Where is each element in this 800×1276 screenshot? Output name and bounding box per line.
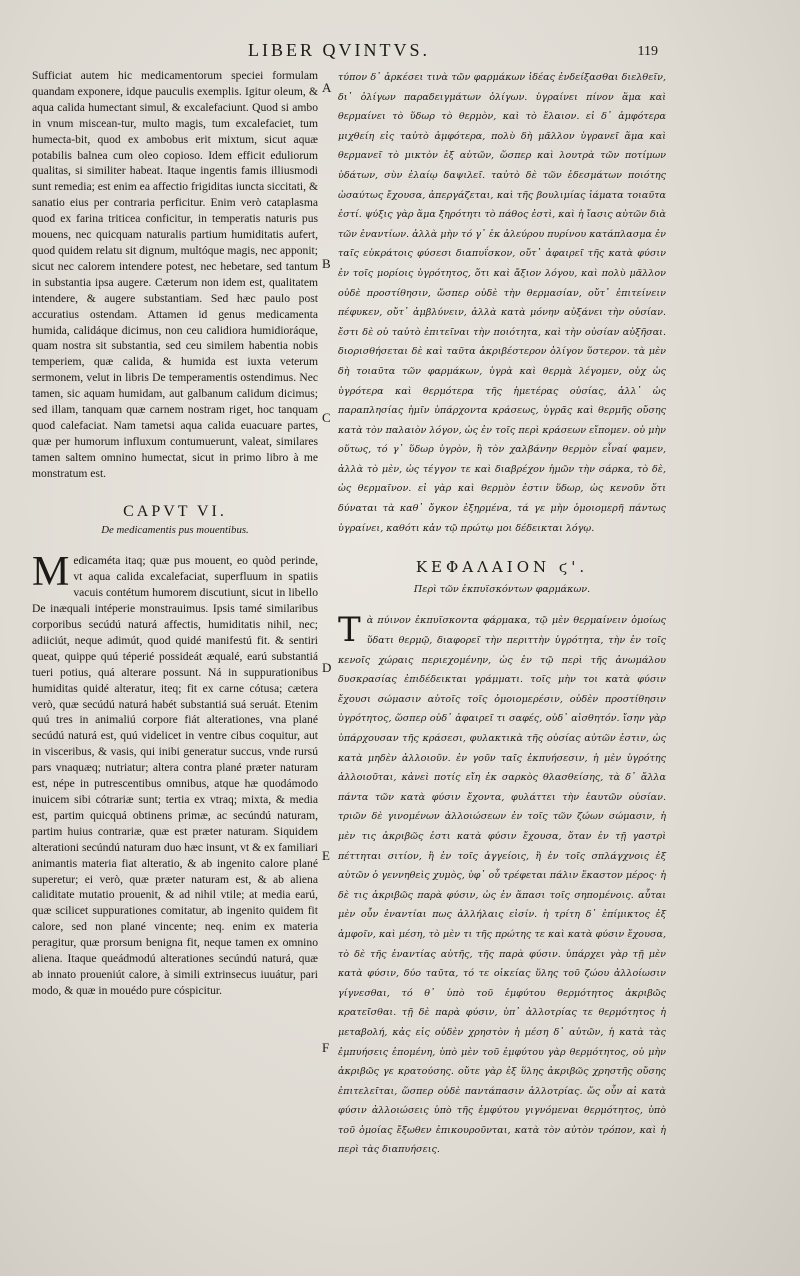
margin-letter-f: F <box>322 1040 330 1055</box>
latin-paragraph-1: Sufficiat autem hic medicamentorum speciei formulam quandam exponere, idque pauculis exemplis. Igitur oleum, & aqua calida humectant simul, & excalefaciunt. Quod si ambo in vnum miscean-tur, multo magis, tum excalefaciet, tum humecta-bit, quod ex ambobus erit mixtum, sicut aquæ potabilis balnea cum oleo copioso. Idem efficit eduliorum qualitas, si similiter habeat. Itaque ingentis famis illiusmodi sunt remedia; est enim ea affectio frigiditas iuncta siccitati, & sanatio eius per contraria perficitur. Enim verò cataplasma quod ex farina triticea conficitur, in temperatis naturis pus mouens, nec quicquam naturalis partium humiditatis aufert, quod quidem relatu sit dignum, multóque magis, nec apponit; sicut nec calorem intendere potest, nec hebetare, sed tantum in substantia ipsa augere. Cæterum non idem est, qualitatem intendere, & augere substantiam. Sed hæc paulo post accuratius ostendam. Attamen id genus medicamenta humida, calidáque dicimus, non ceu calidiora humidioráque, quam nostra sit substantia, sed ceu similem habentia nobis temperiem, quæ calida, & humida est iuxta veterum sermonem, velut in libris De temperamentis ostendimus. Nec tamen, sic aquam humidam, aut galbanum calidum dicimus; sed illam, tanquam quæ carnem nostram riget, hoc tanquam quod calefaciat. Nam tametsi aqua calida euacuare partes, quæ per humorum influxum contumuerunt, valeat, similares tamen saltem omnino humectat, sicut in primo libro à me monstratum est. <box>32 69 318 480</box>
margin-letter-d: D <box>322 660 332 675</box>
running-head <box>0 40 800 66</box>
greek-paragraph-1: τύπον δ᾽ ἀρκέσει τινὰ τῶν φαρμάκων ἰδέας ἐνδείξασθαι διελθεῖν, δι᾽ ὀλίγων παραδειγμάτων ὀλίγων. ὑγραίνει πίνον ἅμα καὶ θερμαίνει τὸ ὕδωρ τὸ θερμὸν, καὶ τὸ ἔλαιον. εἰ δ᾽ ἀμφότερα μιχθείη εἰς ταὐτὸ ἀμφότερα, πολὺ δὴ μᾶλλον ὑγρανεῖ ἅμα καὶ θερμανεῖ τὸ μικτὸν ἐξ αὐτῶν, ὥσπερ καὶ λουτρὰ τῶν ποτίμων ὑδάτων, σὺν ἐλαίῳ δαψιλεῖ. ταὐτὸ δὲ τῶν ἐδεσμάτων ποιότης ὡσαύτως ἔχουσα, ἀπεργάζεται, καὶ τῆς βουλιμίας ἰάματα τοιαῦτα ἐστί. ψύξις γὰρ ἅμα ξηρότητι τὸ πάθος ἐστὶ, καὶ ἡ ἴασις αὐτῶν διὰ τῶν ἐναντίων. ἀλλὰ μὴν τό γ᾽ ἐκ ἀλεύρου πυρίνου κατάπλασμα ἐν ταῖς εὐκράτοις φύσεσι διαπυΐσκον, οὔτ᾽ ἀφαιρεῖ τῆς κατὰ φύσιν ἐν τοῖς μορίοις ὑγρότητος, ὅτι καὶ ἄξιον λόγου, καὶ πολὺ μᾶλλον οὐδὲ προστίθησιν, ὥσπερ οὐδὲ τὴν θερμασίαν, οὔτ᾽ ἐπιτείνειν πέφυκεν, οὔτ᾽ ἀμβλύνειν, ἀλλὰ κατὰ μόνην αὐξάνει τὴν οὐσίαν. ἔστι δὲ οὐ ταὐτὸ ἐπιτεῖναι τὴν ποιότητα, καὶ τὴν οὐσίαν αὐξῆσαι. διορισθήσεται δὲ καὶ ταῦτα ἀκριβέστερον ὀλίγον ὕστερον. τὰ μὲν δὴ τοιαῦτα τῶν φαρμάκων, ὑγρὰ καὶ θερμὰ λέγομεν, οὐχ ὡς ὑγρότερα καὶ θερμότερα τῆς ἡμετέρας οὐσίας, ἀλλ᾽ ὡς παραπλησίας ἡμῖν ὑπάρχοντα κράσεως, ὑγρᾶς καὶ θερμῆς οὔσης κατὰ τὸν παλαιὸν λόγον, ὡς ἐν τοῖς περὶ κράσεων εἴπομεν. οὐ μὴν οὕτως, τό γ᾽ ὕδωρ ὑγρὸν, ἢ τὸν χαλβάνην θερμὸν εἶναί φαμεν, ἀλλὰ τὸ μὲν, ὡς τέγγον τε καὶ διαβρέχον ἡμῶν τὴν σάρκα, τὸ δὲ, ὡς θερμαῖνον. εἰ γὰρ καὶ θερμὸν ἐστιν ὕδωρ, ὡς κενοῦν ὅτι δύναται τὰ καθ᾽ ὄγκον ἐξηρμένα, τά γε μὴν ὁμοιομερῆ πάντως ὑγραίνει, καθότι κἀν τῷ πρώτῳ μοι δέδεικται λόγῳ. <box>338 72 666 534</box>
page-number: 119 <box>637 44 658 59</box>
greek-chapter-subtitle: Περὶ τῶν ἐκπυϊσκόντων φαρμάκων. <box>413 583 591 595</box>
greek-column <box>338 68 666 1160</box>
latin-column <box>32 68 318 999</box>
latin-paragraph-2 <box>32 549 318 998</box>
latin-dropcap: M <box>32 549 70 596</box>
greek-paragraph-2-text: ὰ πύινον ἐκπυϊσκοντα φάρμακα, τῷ μὲν θερμαίνειν ὁμοίως ὕδατι θερμῷ, διαφορεῖ τὴν περιττὴν ὑγρότητα, τὴν ἐν τοῖς κενοῖς χώραις περιεχομένην, ὡς ἐν τῷ περὶ τῆς ἀνωμάλου δυσκρασίας ἐπιδέδεικται γράμματι. τοῖς μὴν τοι κατὰ φύσιν ἔχουσι σώμασιν αὐτοῖς τοῖς ὁμοιομερέσιν, οὐδὲν προστίθησιν ὑγρότητος, ὥσπερ οὐδ᾽ ἀφαιρεῖ τι σαφές, οὐδ᾽ αἰσθητόν. ἴσην γὰρ ὑπάρχουσαν τῆς κράσεσι, φυλακτικὰ τῆς οὐσίας αὐτῶν ἐστιν, ὡς κατὰ μηδὲν ἀλλοιοῦν. ἐν γοῦν ταῖς ἐκπυήσεσιν, ἡ μὲν ὑγρότης ἀλλοιοῦται, κἀνεὶ ποτίς εἴη ἐκ σαρκὸς θλασθείσης, τὰ δ᾽ ἄλλα πάντα τῶν κατὰ φύσιν ἔχοντα, φυλάττει τὴν ἑαυτῶν οὐσίαν. τριῶν δὲ γινομένων ἀλλοιώσεων ἐν τοῖς τῶν ζώων σώμασιν, ἡ μὲν τις ἀκριβῶς ἐστι κατὰ φύσιν ἔχουσα, ὅταν ἐν τῇ γαστρὶ πέττηται σιτίον, ἢ ἐν τοῖς ἀγγείοις, ἢ ἐν τοῖς σπλάγχνοις ἐξ αὐτῶν ὁ γεννηθεὶς χυμὸς, ὑφ᾽ οὗ τρέφεται πάλιν ἕκαστον μέρος· ἡ δὲ τις ἀκριβῶς παρὰ φύσιν, ὡς ἐν ἅπασι τοῖς σηπομένοις. αὗται μὲν οὖν ἐναντίαι πως ἀλλήλαις εἰσίν. ἡ τρίτη δ᾽ ἐπίμικτος ἐξ ἀμφοῖν, καὶ μέση, τὸ μὲν τι τῆς πρώτης τε καὶ κατὰ φύσιν ἔχουσα, τὸ δὲ τῆς ἐναντίας αὐτῆς, τῆς παρὰ φύσιν. ὑπάρχει γὰρ τῇ μὲν κατὰ φύσιν, δύο ταῦτα, τό τε οἰκείας ὕλης τοῦ ζώου ἀλλοίωσιν γίγνεσθαι, τό θ᾽ ὑπὸ τοῦ ἐμφύτου θερμότητος ἀκριβῶς κρατεῖσθαι. τῇ δὲ παρὰ φύσιν, ὑπ᾽ ἀλλοτρίας τε θερμότητος ἡ μεταβολή, κἀς εἰς οὐδὲν χρηστὸν ἡ μέση δ᾽ αὐτῶν, ἡ κατὰ τὰς ἐμπυήσεις ἑπομένη, ὑπὸ μὲν τοῦ ἐμφύτου γὰρ θερμότητος, οὐ μὴν ἀκριβῶς γε κρατούσης. οὔτε γὰρ ἐξ ὕλης ἀκριβῶς χρηστῆς οὔσης ἐπιτελεῖται, ὥσπερ οὐδὲ παντάπασιν ἀλλοτρίας. ὥς οὖν αἱ κατὰ φύσιν ἀλλοιώσεις ὑπὸ τῆς ἐμφύτου γιγνόμεναι θερμότητος, ὑπὸ τοῦ ὁμοίας ἔξωθεν ἐπικουροῦνται, κατὰ τὸν αὐτὸν τρόπον, καὶ ἡ περὶ τὰς διαπυήσεις. <box>338 615 666 1156</box>
latin-chapter-subtitle: De medicamentis pus mouentibus. <box>101 524 249 537</box>
latin-paragraph-2-text: edicaméta itaq; quæ pus mouent, eo quòd perinde, vt aqua calida excalefaciat, superfluum in spatiis vacuis contétum humorem discutiunt, sicut in libello De inæquali intéperie monstrauimus. Ipsis tamé similaribus corporibus secúdú naturá affectis, humiditatis nihil, nec; adiiciút, neque adimút, quod quidé manifestú fit. & sentiri queat, quippe quú téperié possideát æqualé, earú substantiá tueri potius, quá alterare possunt. Ná in suppurationibus humiditas quidé alteratur, iteq; fit ex carne cótusa; cætera verò, quæ secúdú naturá habét substantiá suá seruát. Etenim quú tres in animaliú corpore fiát alterationes, vna plané secúdú naturá est, quú videlicet in ventre cibus coquitur, aut in visceribus, & vasis, qui inibi generatur succus, vnde rursú pars vnaquæq; nutriatur; altera contra plané præter naturam est, népe in putrescentibus omnibus, atque hæ quodámodo inuicem sibi cótrariæ sunt; tertia ex vtraq; mixta, & media est, partim quicquá obtinens primæ, ac secúndú naturam, partim huius contrariæ, quæ est præter naturam. Siquidem alterationi secúndú naturam duo hæc insunt, vt & ex familiari animantis materia fiat alteratio, & ab ingenito calore plané superetur; ei verò, quæ præter naturam est, & ab aliena caliditate mutatio prouenit, & ad nihil vtile; at media earú, quæ scilicet suppurationes comitatur, ab ingenito quidem fit calore, sed non plané vincente; neq. enim ex materia peragitur, quæ prorsum benigna fit, neque tamen ex omnino aliena. Itaque queádmodú alterationes secúndú naturá, quæ ab innato proueniút calore, à simili extrinsecus iuuátur, pari modo, & quæ in mouédo pure cóspicitur. <box>32 554 318 997</box>
running-title: LIBER QVINTVS. <box>248 40 430 60</box>
greek-chapter-title: ΚΕΦΑΛΑΙΟΝ ϛ'. <box>415 558 589 577</box>
margin-letter-c: C <box>322 410 331 425</box>
margin-letter-e: E <box>322 848 330 863</box>
margin-letter-a: A <box>322 80 332 95</box>
margin-letter-b: B <box>322 256 331 271</box>
latin-chapter-title: CAPVT VI. <box>123 502 227 520</box>
greek-paragraph-2 <box>338 611 666 1160</box>
greek-dropcap: Τ <box>338 610 361 651</box>
